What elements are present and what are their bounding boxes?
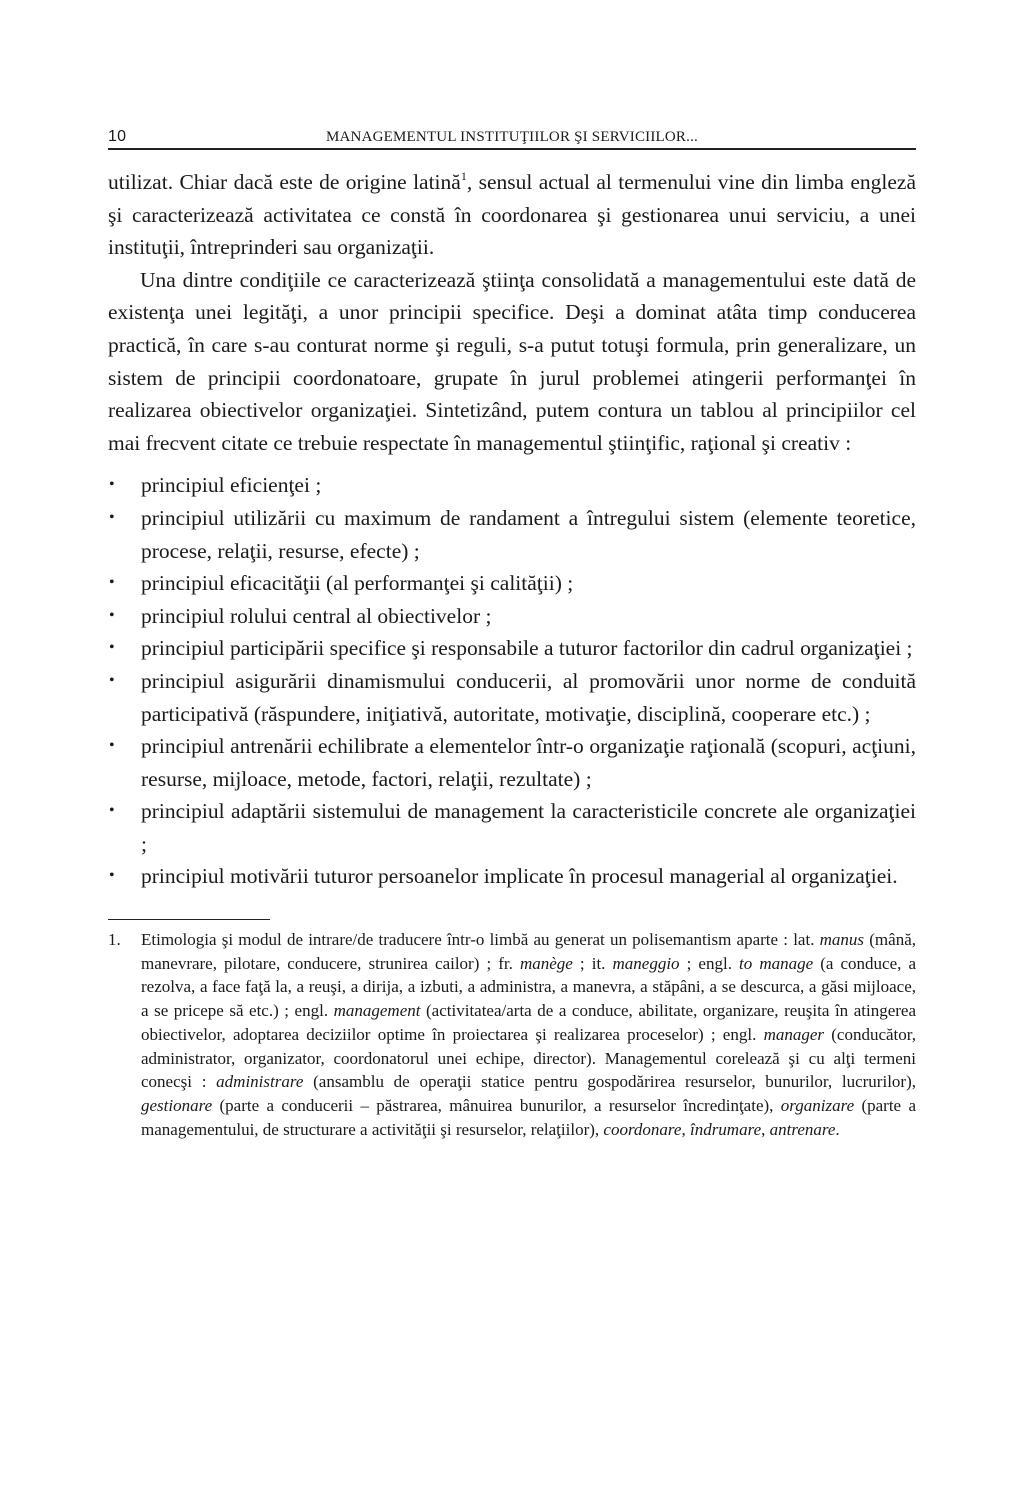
principles-list (108, 469, 916, 893)
footnote-text-segment: (a conduce, a rezolva, a face faţă la, a reuşi, a dirija, a izbuti, a administra, a manevra, a stăpâni, a se descurca, a găsi mijloace, a se pricepe să etc.) ; engl. (141, 953, 917, 1021)
running-title: MANAGEMENTUL INSTITUŢIILOR ŞI SERVICIILOR... (325, 129, 698, 145)
footnote-text-segment: (parte a conducerii – păstrarea, mânuirea bunurilor, a resurselor încredinţate), (212, 1095, 781, 1115)
footnote-text-segment: (ansamblu de operaţii statice pentru gospodărirea resurselor, bunurilor, lucrurilor), (303, 1072, 916, 1092)
footnote-text-segment: (conducător, administrator, organizator, coordonatorul unei echipe, director). Managementul corelează şi cu alţi termeni conecşi : (141, 1024, 916, 1092)
list-item-text: principiul utilizării cu maximum de randament a întregului sistem (elemente teoretice, procese, relaţii, resurse, efecte) ; (141, 505, 916, 563)
list-item (108, 860, 916, 893)
footnote-number: 1. (108, 930, 121, 950)
bullet-icon: • (109, 802, 115, 820)
bullet-icon: • (109, 606, 115, 624)
list-item-text: principiul adaptării sistemului de management la caracteristicile concrete ale organizaţiei ; (141, 799, 916, 856)
footnote-term: coordonare (603, 1119, 682, 1139)
footnote-text-segment: (activitatea/arta de a conduce, abilitate, organizare, reuşita în atingerea obiectivelor, adoptarea deciziilor optime în proiectarea şi realizarea proceselor) ; engl. (141, 1001, 916, 1044)
list-item-text: principiul participării specifice şi responsabile a tuturor factorilor din cadrul organizaţiei ; (141, 636, 913, 661)
bullet-icon: • (109, 867, 115, 885)
list-item-text: principiul rolului central al obiectivelor ; (141, 603, 492, 628)
footnote-text-segment: . (835, 1119, 840, 1139)
running-header (108, 120, 916, 150)
footnote-text-segment: (mână, manevrare, pilotare, conducere, strunirea cailor) ; fr. (141, 930, 916, 973)
footnote-term: gestionare (141, 1095, 213, 1115)
list-item (108, 730, 916, 795)
bullet-icon: • (109, 508, 115, 526)
footnote-term: antrenare (769, 1119, 836, 1139)
bullet-icon: • (109, 574, 115, 592)
footnote-text-segment: , (681, 1119, 690, 1139)
footnote-term: manus (819, 930, 865, 950)
footnote-text-segment: ; engl. (679, 953, 740, 973)
footnote-term: maneggio (612, 953, 680, 973)
list-item (108, 665, 916, 730)
footnote-reference[interactable]: 1 (460, 169, 467, 183)
footnote-term: administrare (216, 1072, 304, 1092)
bullet-icon: • (109, 671, 115, 689)
body-text (108, 166, 916, 893)
footnote-term: management (333, 1001, 421, 1021)
footnote-term: manège (519, 953, 573, 973)
footnote-term: organizare (780, 1095, 855, 1115)
footnote-text-segment: ; it. (572, 953, 613, 973)
bullet-icon: • (109, 476, 115, 494)
paragraph-principles-intro: Una dintre condiţiile ce caracterizează ştiinţa consolidată a managementului este dată de existenţa unei legităţi, a unor principii specifice. Deşi a dominat atâta timp conducerea practică, în care s-au conturat norme şi reguli, s-a putut totuşi formula, prin generalizare, un sistem de principii coordonatoare, grupate în jurul problemei atingerii performanţei în realizarea obiectivelor organizaţiei. Sintetizând, putem contura un tablou al principiilor cel mai frecvent citate ce trebuie respectate în managementul ştiinţific, raţional şi creativ : (108, 267, 916, 455)
footnote (108, 928, 916, 1141)
list-item (108, 469, 916, 502)
list-item (108, 600, 916, 633)
bullet-icon: • (109, 639, 115, 657)
list-item (108, 502, 916, 567)
list-item-text: principiul asigurării dinamismului conducerii, al promovării unor norme de conduită participativă (răspundere, iniţiativă, autoritate, motivaţie, disciplină, cooperare etc.) ; (141, 668, 916, 726)
footnote-text-segment: (parte a managementului, de structurare a activităţii şi resurselor, relaţiilor), (141, 1095, 916, 1139)
bullet-icon: • (109, 737, 115, 755)
footnotes (108, 928, 916, 1141)
list-item-text: principiul motivării tuturor persoanelor implicate în procesul managerial al organizaţiei. (141, 864, 898, 889)
footnote-text (141, 930, 916, 1139)
list-item (108, 567, 916, 600)
list-item (108, 795, 916, 860)
footnote-term: manager (763, 1024, 825, 1044)
page-number: 10 (108, 128, 127, 145)
footnote-divider (108, 919, 270, 920)
footnote-text-segment: Etimologia şi modul de intrare/de traducere într-o limbă au generat un polisemantism aparte : lat. (141, 930, 820, 950)
paragraph-text: , sensul actual al termenului vine din limba engleză şi caracterizează activitatea ce constă în coordonarea şi gestionarea unui serviciu, a unei instituţii, întreprinderi sau organizaţii. (108, 170, 916, 260)
paragraph-text: utilizat. Chiar dacă este de origine latină (108, 170, 461, 194)
book-page (108, 120, 916, 1141)
list-item-text: principiul antrenării echilibrate a elementelor într-o organizaţie raţională (scopuri, acţiuni, resurse, mijloace, metode, factori, relaţii, rezultate) ; (141, 734, 916, 791)
paragraph-continuation (108, 166, 916, 264)
footnote-term: îndrumare (689, 1119, 762, 1139)
list-item-text: principiul eficacităţii (al performanţei şi calităţii) ; (141, 571, 574, 596)
footnote-text-segment: , (761, 1119, 770, 1139)
list-item-text: principiul eficienţei ; (141, 473, 322, 498)
list-item (108, 632, 916, 665)
footnote-term: to manage (739, 953, 814, 973)
